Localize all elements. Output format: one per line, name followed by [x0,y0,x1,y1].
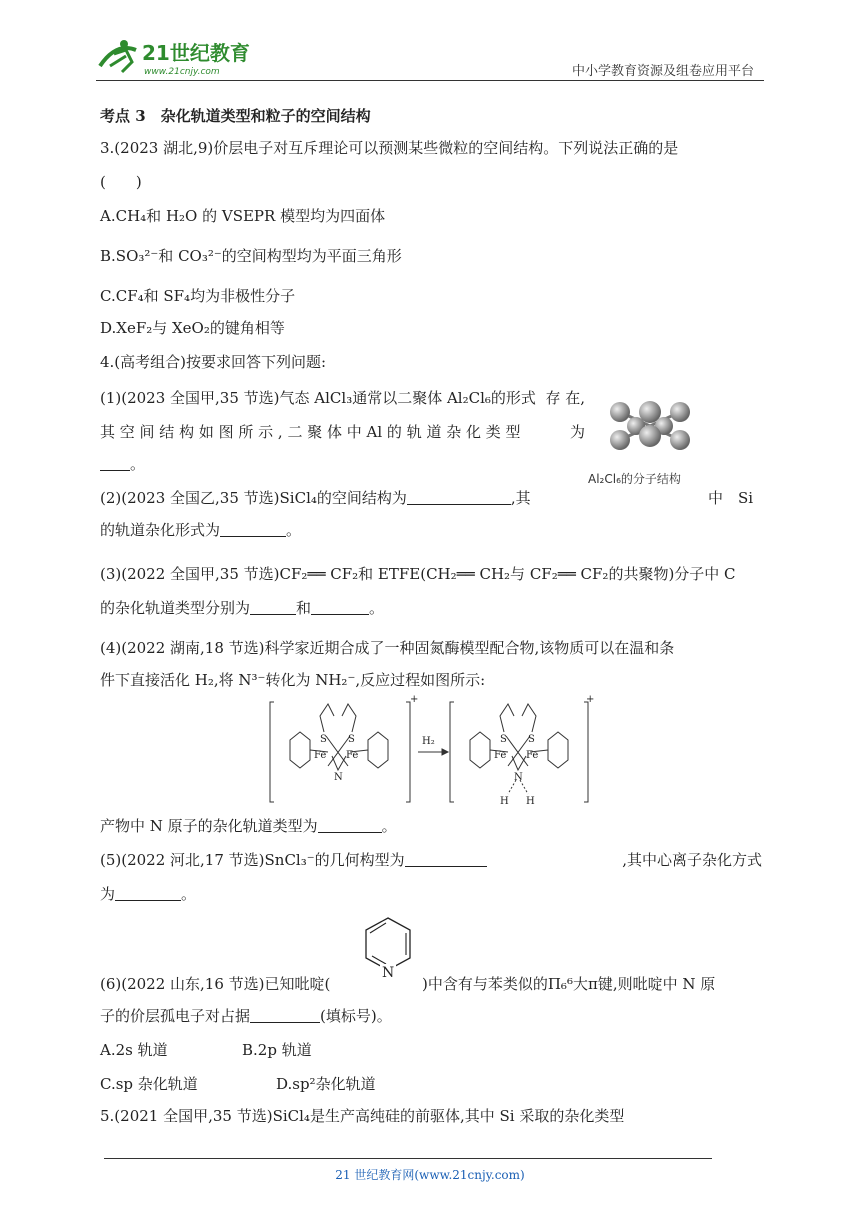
q4-p5-text-b2: 。 [181,885,197,903]
q4-p3-line2 [100,598,384,618]
answer-blank[interactable] [311,600,369,615]
q4-p4-line3 [100,816,397,836]
svg-text:www.21cnjy.com: www.21cnjy.com [144,67,220,77]
header-divider [96,80,764,81]
fe-label: S [348,734,355,745]
answer-blank[interactable] [220,522,286,537]
s-label: S [500,734,507,745]
fe-label: Fe [526,750,539,761]
q4-p4-line1: (4)(2022 湖南,18 节选)科学家近期合成了一种固氮酶模型配合物,该物质可以在温和条 [100,639,675,657]
q4-p1-line2 [100,422,585,442]
q4-p1-line3 [100,454,145,474]
charge-label: + [410,694,419,705]
q4-p6-line2 [100,1006,392,1026]
answer-blank[interactable] [115,886,181,901]
q4-p4-text-c: 产物中 N 原子的杂化轨道类型为 [100,817,318,835]
q4-p1-text-a: (1)(2023 全国甲,35 节选)气态 AlCl₃通常以二聚体 Al₂Cl₆的形式 [100,389,536,407]
h2-label: H₂ [422,736,435,747]
q4-p2-text-a2: ,其 [510,489,531,507]
fe-label: Fe [314,750,327,761]
fe-label: S [320,734,327,745]
fe-label: Fe [494,750,507,761]
q4-p1-text-b: 其 空 间 结 构 如 图 所 示 , 二 聚 体 中 Al 的 轨 道 杂 化 类 型 [100,423,521,441]
q3-option-a: A.CH₄和 H₂O 的 VSEPR 模型均为四面体 [100,207,386,225]
q4-p3-text-b: 的杂化轨道类型分别为 [100,599,251,617]
al2cl6-caption: Al₂Cl₆的分子结构 [588,472,681,486]
q5-stem: 5.(2021 全国甲,35 节选)SiCl₄是生产高纯硅的前驱体,其中 Si 采取的杂化类型 [100,1107,625,1125]
fe-complex-reaction-figure [268,694,595,808]
q4-p2-line1 [100,488,531,508]
q4-p3-text-b3: 。 [369,599,385,617]
q4-p6-text-a: (6)(2022 山东,16 节选)已知吡啶( [100,975,331,993]
q4-p1-line1 [100,388,585,408]
n-label: N [334,772,343,783]
answer-blank[interactable] [407,490,511,505]
q3-option-c: C.CF₄和 SF₄均为非极性分子 [100,287,296,305]
q4-p6-text-b: 子的价层孤电子对占据 [100,1007,251,1025]
q4-p5-line1 [100,850,762,870]
pyridine-n-label: N [382,965,395,981]
q4-p5-text-b: 为 [100,885,116,903]
q4-p2-text-a3: 中 Si [708,489,754,507]
footer-divider [104,1158,712,1159]
q4-p4-line2: 件下直接活化 H₂,将 N³⁻转化为 NH₂⁻,反应过程如图所示: [100,671,486,689]
q4-p2-text-b2: 。 [286,521,302,539]
q4-p2-text-a: (2)(2023 全国乙,35 节选)SiCl₄的空间结构为 [100,489,407,507]
n-label: N [514,772,523,783]
q4-p1-text-c: 。 [130,455,146,473]
q4-p4-text-c2: 。 [381,817,397,835]
answer-blank[interactable] [250,1008,320,1023]
site-logo [96,36,266,78]
q4-p2-text-b: 的轨道杂化形式为 [100,521,221,539]
svg-text:21世纪教育: 21世纪教育 [142,41,250,65]
q4-p5-text-a2: ,其中心离子杂化方式 [622,851,762,869]
h-label: H [526,796,535,807]
q4-p5-line2 [100,884,196,904]
answer-blank[interactable] [405,852,487,867]
q3-option-b: B.SO₃²⁻和 CO₃²⁻的空间构型均为平面三角形 [100,247,402,265]
q4-p6-text-b2: (填标号)。 [320,1007,392,1025]
s-label: S [528,734,535,745]
q4-p1-text-b2: 为 [569,423,585,441]
q4-p6-option-b: B.2p 轨道 [242,1041,312,1059]
q4-p3-text-b2: 和 [296,599,312,617]
q4-p6-option-d: D.sp²杂化轨道 [276,1075,376,1093]
al2cl6-structure-figure [600,392,700,482]
q3-paren: ( ) [100,173,142,191]
answer-blank[interactable] [318,818,382,833]
q4-p6-option-a: A.2s 轨道 [100,1041,168,1059]
charge-label: + [586,694,595,705]
fe-label: Fe [346,750,359,761]
q4-p6-text-a2: )中含有与苯类似的Π₆⁶大π键,则吡啶中 N 原 [422,975,716,993]
q4-p5-text-a: (5)(2022 河北,17 节选)SnCl₃⁻的几何构型为 [100,851,405,869]
q3-stem: 3.(2023 湖北,9)价层电子对互斥理论可以预测某些微粒的空间结构。下列说法正确的是 [100,139,679,157]
answer-blank[interactable] [250,600,296,615]
q3-option-d: D.XeF₂与 XeO₂的键角相等 [100,319,285,337]
q4-stem: 4.(高考组合)按要求回答下列问题: [100,353,327,371]
q4-p3-line1: (3)(2022 全国甲,35 节选)CF₂══ CF₂和 ETFE(CH₂══ CH₂与 CF₂══ CF₂的共聚物)分子中 C [100,565,736,583]
section-title: 考点 3 杂化轨道类型和粒子的空间结构 [100,107,371,125]
q4-p2-line2 [100,520,301,540]
answer-blank[interactable] [100,456,130,471]
pyridine-structure-figure [358,912,418,992]
q4-p6-option-c: C.sp 杂化轨道 [100,1075,198,1093]
h-label: H [500,796,509,807]
q4-p1-text-a2: 存 在, [545,389,585,407]
footer-text[interactable]: 21 世纪教育网(www.21cnjy.com) [335,1168,525,1182]
platform-label: 中小学教育资源及组卷应用平台 [571,64,754,79]
